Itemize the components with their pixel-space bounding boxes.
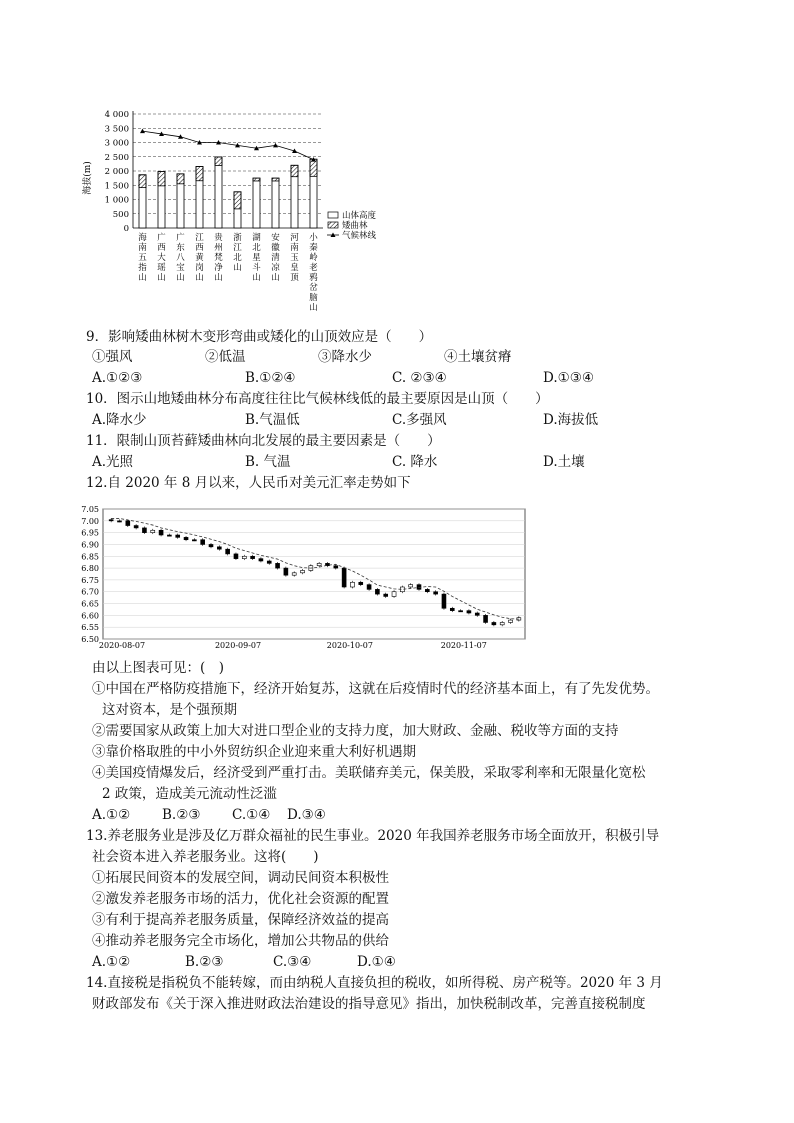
candle-body bbox=[434, 592, 438, 594]
candle-body bbox=[359, 582, 363, 584]
candle-body bbox=[151, 530, 155, 532]
q12-item-4-cont: 2 政策，造成美元流动性泛滥 bbox=[102, 786, 277, 802]
q13-choice-b: B.②③ bbox=[185, 954, 224, 970]
dwarf-forest-segment bbox=[158, 172, 165, 186]
candle-body bbox=[450, 608, 454, 610]
category-label: 广东八宝山 bbox=[176, 233, 185, 283]
candle-body bbox=[159, 530, 163, 535]
candle-body bbox=[234, 554, 238, 559]
candle-body bbox=[367, 585, 371, 590]
dwarf-forest-segment bbox=[253, 178, 260, 181]
y-tick-label: 4 000 bbox=[104, 110, 129, 120]
q12-item-1: ①中国在严格防疫措施下，经济开始复苏，这就在后疫情时代的经济基本面上，有了先发优势。 bbox=[92, 681, 659, 697]
candle-body bbox=[267, 561, 271, 563]
q9-item-4: ④土壤贫瘠 bbox=[444, 349, 512, 365]
candle-body bbox=[209, 544, 213, 546]
legend-label: 矮曲林 bbox=[342, 221, 368, 231]
treeline-series bbox=[143, 131, 314, 160]
q14-stem-cont: 财政部发布《关于深入推进财政法治建设的指导意见》指出，加快税制改革，完善直接税制度 bbox=[92, 996, 646, 1012]
legend-swatch-dwarf bbox=[328, 222, 338, 228]
candle-body bbox=[350, 582, 354, 587]
candle-body bbox=[217, 547, 221, 549]
q11-choice-b: B. 气温 bbox=[245, 454, 291, 470]
candle-body bbox=[475, 613, 479, 615]
y-tick-label: 6.55 bbox=[81, 623, 99, 633]
q13-choice-d: D.①④ bbox=[357, 954, 396, 970]
dwarf-forest-segment bbox=[139, 175, 146, 188]
q12-choice-b: B.②③ bbox=[162, 807, 201, 823]
q10-choice-d: D.海拔低 bbox=[543, 412, 599, 428]
y-tick-label: 1 500 bbox=[104, 181, 129, 192]
candle-body bbox=[467, 611, 471, 613]
candle-body bbox=[117, 521, 121, 522]
y-tick-label: 7.05 bbox=[81, 505, 99, 514]
candle-body bbox=[292, 573, 296, 575]
y-tick-label: 6.60 bbox=[81, 611, 99, 621]
category-label: 海南五指山 bbox=[138, 233, 147, 283]
candle-body bbox=[176, 535, 180, 537]
candle-body bbox=[442, 594, 446, 608]
category-label: 广西大瑶山 bbox=[157, 233, 166, 283]
q9-item-3: ③降水少 bbox=[318, 349, 372, 365]
dwarf-forest-segment bbox=[215, 157, 222, 166]
candle-body bbox=[126, 521, 130, 526]
candle-body bbox=[500, 622, 504, 624]
q12-choice-c: C.①④ bbox=[232, 807, 271, 823]
treeline-point bbox=[140, 129, 145, 134]
q11-stem: 11．限制山顶苔藓矮曲林向北发展的最主要因素是（ ） bbox=[86, 433, 441, 449]
q9-choice-a: A.①②③ bbox=[92, 370, 143, 386]
candle-body bbox=[334, 566, 338, 568]
q12-intro: 由以上图表可见：( ) bbox=[92, 660, 225, 676]
category-label: 贵州梵净山 bbox=[214, 233, 223, 283]
candle-body bbox=[259, 559, 263, 561]
candle-body bbox=[167, 535, 171, 536]
q11-choice-c: C. 降水 bbox=[392, 454, 438, 470]
dwarf-forest-segment bbox=[196, 166, 203, 180]
q12-item-2: ②需要国家从政策上加大对进口型企业的支持力度，加大财政、金融、税收等方面的支持 bbox=[92, 723, 619, 739]
candle-body bbox=[184, 537, 188, 539]
y-axis-label: 海拔(m) bbox=[83, 161, 93, 195]
dwarf-forest-segment bbox=[234, 192, 241, 209]
candle-body bbox=[425, 589, 429, 591]
q10-choice-b: B.气温低 bbox=[245, 412, 300, 428]
q13-choice-a: A.①② bbox=[92, 954, 131, 970]
x-tick-label: 2020-10-07 bbox=[326, 641, 373, 650]
y-tick-label: 1 000 bbox=[104, 195, 129, 206]
q11-choice-a: A.光照 bbox=[92, 454, 134, 470]
candle-body bbox=[142, 528, 146, 533]
candle-body bbox=[109, 520, 113, 521]
q13-item-1: ①拓展民间资本的发展空间，调动民间资本积极性 bbox=[92, 870, 389, 886]
category-label: 小秦岭老鸦岔脑山 bbox=[309, 233, 318, 313]
q12-stem: 12.自 2020 年 8 月以来，人民币对美元汇率走势如下 bbox=[86, 475, 411, 491]
candle-body bbox=[459, 611, 463, 612]
candle-body bbox=[134, 526, 138, 528]
q13-item-4: ④推动养老服务完全市场化，增加公共物品的供给 bbox=[92, 933, 389, 949]
y-tick-label: 6.75 bbox=[81, 575, 99, 585]
q12-choice-a: A.①② bbox=[92, 807, 131, 823]
legend-label: 气候林线 bbox=[342, 231, 377, 241]
candle-body bbox=[409, 585, 413, 587]
y-tick-label: 6.85 bbox=[81, 552, 99, 562]
candle-body bbox=[226, 549, 230, 554]
candle-body bbox=[251, 556, 255, 558]
dwarf-forest-segment bbox=[291, 165, 298, 176]
category-label: 江西黄岗山 bbox=[195, 233, 204, 283]
candle-body bbox=[384, 594, 388, 596]
y-tick-label: 3 000 bbox=[104, 138, 129, 149]
y-tick-label: 7.00 bbox=[81, 516, 99, 526]
candle-body bbox=[242, 556, 246, 558]
q12-item-1-cont: 这对资本，是个强预期 bbox=[102, 702, 237, 718]
y-tick-label: 500 bbox=[112, 209, 129, 220]
candle-body bbox=[284, 568, 288, 575]
category-label: 湖北星斗山 bbox=[252, 233, 261, 283]
category-label: 安徽清凉山 bbox=[271, 233, 280, 283]
y-tick-label: 2 000 bbox=[104, 167, 129, 177]
category-label: 河南玉皇顶 bbox=[290, 233, 299, 283]
q13-choice-c: C.③④ bbox=[273, 954, 312, 970]
candle-body bbox=[392, 592, 396, 597]
q13-item-2: ②激发养老服务市场的活力，优化社会资源的配置 bbox=[92, 891, 389, 907]
y-tick-label: 6.70 bbox=[81, 587, 99, 597]
y-tick-label: 2 500 bbox=[104, 152, 129, 163]
q9-stem: 9．影响矮曲林树木变形弯曲或矮化的山顶效应是（ ） bbox=[86, 329, 433, 345]
mountain-bar bbox=[215, 157, 222, 228]
candle-body bbox=[201, 540, 205, 545]
mountain-bar bbox=[253, 178, 260, 228]
dwarf-forest-segment bbox=[177, 174, 184, 184]
q9-choice-c: C. ②③④ bbox=[392, 370, 447, 386]
q14-stem: 14.直接税是指税负不能转嫁，而由纳税人直接负担的税收，如所得税、房产税等。2020 年 3 月 bbox=[86, 975, 663, 991]
q10-choice-a: A.降水少 bbox=[92, 412, 147, 428]
candle-body bbox=[317, 563, 321, 565]
candle-body bbox=[301, 570, 305, 572]
y-tick-label: 0 bbox=[123, 224, 129, 234]
q9-choice-d: D.①③④ bbox=[543, 370, 594, 386]
y-tick-label: 6.95 bbox=[81, 528, 99, 538]
q12-item-3: ③靠价格取胜的中小外贸纺织企业迎来重大利好机遇期 bbox=[92, 744, 416, 760]
y-tick-label: 6.90 bbox=[81, 540, 99, 550]
legend-label: 山体高度 bbox=[342, 211, 377, 221]
q12-choice-d: D.③④ bbox=[287, 807, 326, 823]
dwarf-forest-segment bbox=[272, 178, 279, 181]
q13-item-3: ③有利于提高养老服务质量，保障经济效益的提高 bbox=[92, 912, 389, 928]
candle-body bbox=[375, 589, 379, 594]
y-tick-label: 6.65 bbox=[81, 599, 99, 609]
treeline-point bbox=[273, 143, 278, 148]
q10-stem: 10．图示山地矮曲林分布高度往往比气候林线低的最主要原因是山顶（ ） bbox=[86, 391, 549, 407]
dwarf-forest-segment bbox=[310, 159, 317, 176]
candle-body bbox=[509, 620, 513, 622]
q9-item-1: ①强风 bbox=[92, 349, 133, 365]
mountain-altitude-chart bbox=[78, 106, 408, 326]
candle-body bbox=[492, 622, 496, 624]
candle-body bbox=[484, 615, 488, 622]
y-tick-label: 6.50 bbox=[81, 635, 99, 644]
candle-body bbox=[276, 563, 280, 568]
candle-body bbox=[342, 568, 346, 587]
mountain-bar bbox=[272, 178, 279, 228]
legend-swatch-height bbox=[328, 212, 338, 218]
y-tick-label: 6.80 bbox=[81, 564, 99, 574]
q11-choice-d: D.土壤 bbox=[543, 454, 585, 470]
q10-choice-c: C.多强风 bbox=[392, 412, 447, 428]
y-tick-label: 3 500 bbox=[104, 124, 129, 135]
q9-choice-b: B.①②④ bbox=[245, 370, 296, 386]
x-tick-label: 2020-11-07 bbox=[440, 641, 487, 650]
exchange-rate-chart bbox=[70, 505, 530, 650]
x-tick-label: 2020-08-07 bbox=[98, 641, 146, 650]
category-label: 浙江北山 bbox=[233, 233, 242, 273]
q12-item-4: ④美国疫情爆发后，经济受到严重打击。美联储弃美元，保美股，采取零利率和无限量化宽松 bbox=[92, 765, 646, 781]
x-tick-label: 2020-09-07 bbox=[214, 641, 262, 650]
q9-item-2: ②低温 bbox=[205, 349, 246, 365]
q13-stem-cont: 社会资本进入养老服务业。这将( ) bbox=[92, 849, 319, 865]
q13-stem: 13.养老服务业是涉及亿万群众福祉的民生事业。2020 年我国养老服务市场全面放开，积极引导 bbox=[86, 828, 660, 844]
candle-body bbox=[192, 540, 196, 541]
chart-frame bbox=[103, 509, 525, 639]
